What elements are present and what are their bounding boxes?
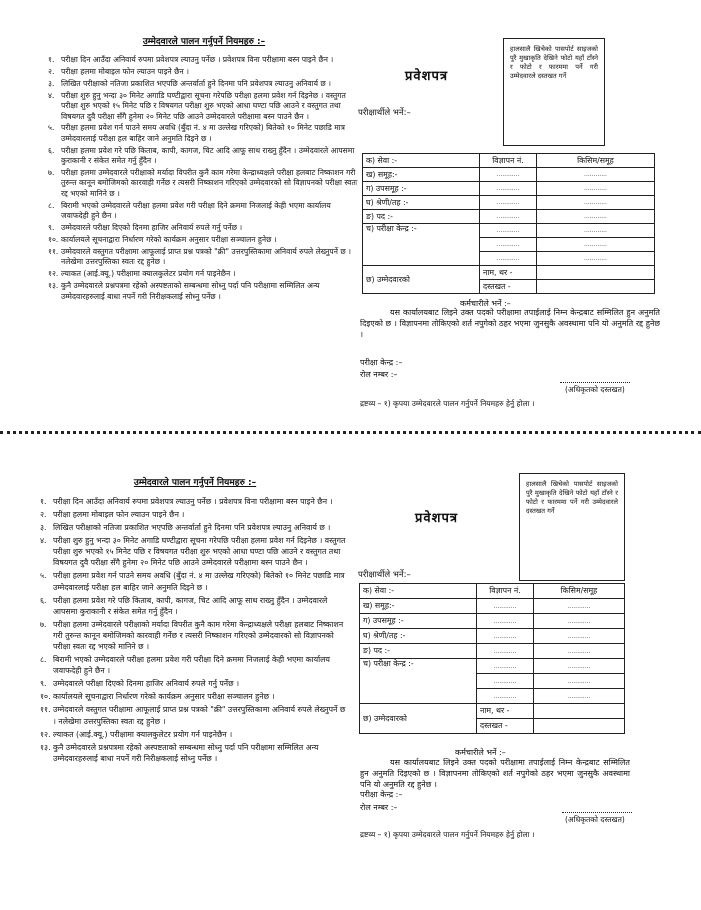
officer-signature-label: (अधिकृतको दस्तखत)	[565, 815, 625, 824]
rule-number: ६.	[40, 595, 47, 605]
roll-no-label: रोल नम्बर :–	[360, 370, 398, 379]
rule-text: उम्मेदवारले वस्तुगत परीक्षामा आफूलाई प्राप्त प्रश्न पत्रको "क्री" उत्तरपुस्तिकामा अनिवार्य रुपले लेख्नुपर्ने छ । नलेखेमा उत्तरपुस्तिका स्वतः रद्द हुनेछ ।	[61, 246, 351, 267]
rule-text: परीक्षा शुरु हुनु भन्दा ३० मिनेट अगाडि घण्टीद्वारा सूचना गरेपछि परीक्षा हलमा प्रवेश गर्न दिइनेछ । वस्तुगत परीक्षा शुरु भएको १५ मिनेट पछि र विषयगत परीक्षा शुरु भएको आधा घण्टा पछि आउने र वस्तुगत तथा विषयगत दुवै परीक्षा सँगै हुनेमा २० मिनेट पछि आउने उम्मेदवारले परीक्षामा बस्न पाउने छैन ।	[61, 90, 346, 121]
rule-text: परीक्षा हलमा मोबाइल फोन ल्याउन पाइने छैन ।	[61, 66, 189, 76]
field-dots[interactable]: ............	[477, 599, 534, 614]
rule-text: परीक्षा हलमा उम्मेदवारले परीक्षाको मर्यादा विपरीत कुनै काम गरेमा केन्द्राध्यक्षले परीक्षा हलबाट निष्काशन गरी तुरुन्त कानून बमोजिमको कारवाही गर्नेछ र त्यसरी निष्काशन गरिएको उम्मेदवारको सो विज्ञापनको परीक्षा स्वतः रद्द भएको मानिने छ ।	[53, 619, 344, 652]
rule-text: परीक्षा शुरु हुनु भन्दा ३० मिनेट अगाडि घण्टीद्वारा सूचना गरेपछि परीक्षा हलमा प्रवेश गर्न दिइनेछ । वस्तुगत परीक्षा शुरु भएको १५ मिनेट पछि र विषयगत परीक्षा शुरु भएको आधा घण्टा पछि आउने र वस्तुगत तथा विषयगत दुवै परीक्षा सँगै हुनेमा २० मिनेट पछि आउने उम्मेदवारले परीक्षामा बस्न पाउने छैन ।	[53, 536, 346, 568]
field-dots[interactable]: ............	[537, 210, 655, 224]
rule-item	[40, 619, 350, 653]
name-label: नाम, थर -	[480, 266, 537, 280]
candidate-label: छ) उम्मेदवारको	[363, 266, 480, 294]
rule-item	[40, 535, 350, 569]
name-label: नाम, थर -	[477, 704, 534, 719]
rules-title: उम्मेदवारले पालन गर्नुपर्ने नियमहरु :–	[142, 37, 266, 47]
seba-label: क) सेवा :-	[360, 584, 477, 599]
kendra-label: च) परीक्षा केन्द्र :-	[360, 659, 477, 704]
field-dots[interactable]: ............	[477, 614, 534, 629]
rule-item	[40, 691, 350, 702]
rule-text: परीक्षा हलमा प्रवेश गर्न पाउने समय अवधि (बुँदा नं. ४ मा उल्लेख गरिएको) बितेको १० मिनेट पछाडि मात्र उम्मेदवारलाई परीक्षा हल बाहिर जाने अनुमति दिइने छ ।	[61, 123, 345, 143]
cut-line	[0, 431, 701, 434]
rule-item	[48, 269, 360, 279]
vigyapan-header: विज्ञापन नं.	[477, 584, 534, 599]
rule-number: ५.	[40, 571, 47, 581]
rule-item	[48, 123, 360, 144]
rule-text: कुनै उम्मेदवारले प्रश्नपत्रमा रहेको अस्पष्टताको सम्बन्धमा सोध्नु पर्दा पनि परीक्षामा सम्मिलित अन्य उम्मेदवारहरुलाई बाधा नपर्ने गरी निरीक्षकलाई सोध्नु पर्नेछ ।	[61, 281, 320, 301]
staff-label: कर्मचारीले भर्ने :–	[460, 299, 511, 308]
roll-no-label: रोल नम्बर :–	[360, 803, 398, 812]
signature-input[interactable]	[537, 280, 655, 294]
rule-item	[48, 223, 360, 233]
field-dots[interactable]: ............	[534, 629, 625, 644]
officer-sign-line	[560, 382, 630, 383]
rule-text: परीक्षा दिन आउँदा अनिवार्य रुपमा प्रवेशपत्र ल्याउनु पर्नेछ । प्रवेशपत्र विना परीक्षामा बस्न पाइने छैन ।	[61, 55, 334, 64]
field-dots[interactable]: ............	[477, 674, 534, 689]
rule-text: परीक्षा दिन आउँदा अनिवार्य रुपमा प्रवेशपत्र ल्याउनु पर्नेछ । प्रवेशपत्र विना परीक्षामा बस्न पाइने छैन ।	[53, 497, 333, 506]
note-text: द्रष्टव्य – १) कृपया उम्मेदवारले पालन गर्नुपर्ने नियमहरु हेर्नु होला ।	[360, 399, 535, 408]
rule-number: २.	[40, 510, 47, 519]
rule-text: परीक्षा हलमा प्रवेश गरे पछि किताब, कापी, कागज, चिट आदि आफू साथ राख्नु हुँदैन । उम्मेदवारले आपसमा कुराकानी र संकेत समेत गर्नु हुँदैन ।	[53, 595, 328, 616]
rule-number: ३.	[48, 78, 55, 88]
field-dots[interactable]: ............	[537, 182, 655, 196]
rule-text: बिरामी भएको उम्मेदवारले परीक्षा हलमा प्रवेश गरी परीक्षा दिने क्रममा निजलाई केही भएमा कार्यालय जवाफदेही हुने छैन ।	[53, 655, 330, 676]
rule-text: परीक्षा हलमा प्रवेश गरे पछि किताब, कापी, कागज, चिट आदि आफू साथ राख्नु हुँदैन । उम्मेदवारले आपसमा कुराकानी र संकेत समेत गर्नु हुँदैन ।	[61, 145, 355, 166]
rule-item	[48, 201, 360, 222]
rule-number: ६.	[48, 145, 55, 155]
rule-item	[40, 496, 350, 507]
field-dots[interactable]: ............	[480, 210, 537, 224]
field-dots[interactable]: ............	[537, 238, 655, 252]
rule-text: कुनै उम्मेदवारले प्रश्नपत्रमा रहेको अस्पष्टताको सम्बन्धमा सोध्नु पर्दा पनि परीक्षामा सम्मिलित अन्य उम्मेदवारहरुलाई बाधा नपर्ने गरी निरीक्षकलाई सोध्नु पर्नेछ ।	[53, 742, 319, 763]
exam-center-label: परीक्षा केन्द्र :–	[360, 358, 403, 367]
rule-text: ल्याकत (आई.क्यू.) परीक्षामा क्यालकुलेटर प्रयोग गर्न पाइनेछैन ।	[53, 729, 233, 739]
field-dots[interactable]: ............	[537, 168, 655, 182]
field-dots[interactable]: ............	[537, 196, 655, 210]
rule-item	[48, 281, 360, 302]
rule-item	[40, 509, 350, 520]
admit-card-copy-2	[0, 453, 701, 910]
photo-box: हालसालै खिचेको पासपोर्ट साइजको पुरै मुखाकृति देखिने फोटो यहाँ टाँस्ने र फोटो र फारममा पर्ने गरी उम्मेदवारले दस्तखत गर्ने	[519, 473, 625, 581]
rule-number: १२.	[48, 269, 59, 279]
rule-number: ९.	[40, 679, 47, 689]
samuha-label: ख) समूह:-	[360, 599, 477, 614]
rule-text: ल्याकत (आई.क्यू.) परीक्षामा क्यालकुलेटर प्रयोग गर्न पाइनेछैन ।	[61, 269, 236, 279]
field-dots[interactable]: ............	[480, 224, 537, 238]
staff-paragraph: यस कार्यालयबाट लिइने उक्त पदको परीक्षामा तपाईलाई निम्न केन्द्रबाट सम्मिलित हुन अनुमति दिइएको छ । विज्ञापनमा तोकिएको शर्त नपुगेको ठहर भएमा जुनसुकै अवस्थामा पनि यो अनुमति रद्द हुनेछ ।	[360, 308, 660, 339]
rule-item	[40, 742, 350, 764]
name-input[interactable]	[534, 704, 625, 719]
rule-text: कार्यालयले सूचनाद्वारा निर्धारण गरेको कार्यक्रम अनुसार परीक्षा सञ्चालन हुनेछ ।	[53, 692, 275, 702]
samuha-label: ख) समूह:-	[363, 168, 480, 182]
field-dots[interactable]: ............	[477, 689, 534, 704]
officer-signature-label: (अधिकृतको दस्तखत)	[565, 385, 625, 394]
rule-number: १३.	[40, 742, 51, 752]
rule-item	[48, 168, 360, 199]
field-dots[interactable]: ............	[480, 196, 537, 210]
field-dots[interactable]: ............	[480, 182, 537, 196]
field-dots[interactable]: ............	[477, 659, 534, 674]
field-dots[interactable]: ............	[534, 674, 625, 689]
applicant-form	[362, 153, 655, 294]
admit-card-copy-1	[0, 0, 701, 425]
rule-item	[40, 654, 350, 676]
admit-card-title: प्रवेशपत्र	[415, 511, 459, 526]
kisim-header: किसिम/समूह	[537, 154, 655, 168]
signature-label: दस्तखत -	[477, 719, 534, 734]
field-dots[interactable]: ............	[480, 238, 537, 252]
field-dots[interactable]: ............	[537, 224, 655, 238]
note-text: द्रष्टव्य – १) कृपया उम्मेदवारले पालन गर्नुपर्ने नियमहरु हेर्नु होला ।	[360, 830, 535, 839]
rule-number: ८.	[48, 200, 55, 210]
rule-number: ४.	[40, 536, 47, 545]
rule-item	[48, 146, 360, 167]
pad-label: ङ) पद :-	[360, 644, 477, 659]
rule-number: ७.	[48, 168, 55, 178]
seba-label: क) सेवा :-	[363, 154, 480, 168]
rule-item	[40, 570, 350, 592]
rule-text: परीक्षा हलमा उम्मेदवारले परीक्षाको मर्यादा विपरीत कुनै काम गरेमा केन्द्राध्यक्षले परीक्षा हलबाट निष्काशन गरी तुरुन्त कानून बमोजिमको कारवाही गर्नेछ र त्यसरी निष्काशन गरिएको उम्मेदवारको सो विज्ञापनको परीक्षा स्वतः रद्द भएको मानिने छ ।	[61, 168, 358, 198]
shreni-label: घ) श्रेणी/तह :-	[360, 629, 477, 644]
signature-label: दस्तखत -	[480, 280, 537, 294]
rule-item	[40, 704, 350, 726]
examinee-label: परीक्षार्थीले भर्ने:–	[358, 108, 411, 118]
rule-number: २.	[48, 66, 55, 76]
rule-text: लिखित परीक्षाको नतिजा प्रकाशित भएपछि अन्तर्वार्ता हुने दिनमा पनि प्रवेशपत्र ल्याउनु अनिवार्य छ ।	[61, 78, 332, 88]
staff-label: कर्मचारीले भर्ने :–	[455, 748, 506, 757]
staff-paragraph: यस कार्यालयबाट लिइने उक्त पदको परीक्षामा तपाईलाई निम्न केन्द्रबाट सम्मिलित हुन अनुमति दिइएको छ । विज्ञापनमा तोकिएको शर्त नपुगेको ठहर भएमा जुनसुकै अवस्थामा पनि यो अनुमति रद्द हुनेछ ।	[360, 758, 630, 789]
pad-label: ङ) पद :-	[363, 210, 480, 224]
exam-center-label: परीक्षा केन्द्र :–	[360, 790, 403, 799]
admit-card-title: प्रवेशपत्र	[405, 69, 449, 84]
field-dots[interactable]: ............	[480, 252, 537, 266]
examinee-label: परीक्षार्थीले भर्ने:–	[358, 570, 411, 580]
rule-number: १.	[48, 55, 55, 64]
rule-text: उम्मेदवारले परीक्षा दिएको दिनमा हाजिर अनिवार्य रुपले गर्नु पर्नेछ ।	[61, 223, 243, 233]
rule-text: परीक्षा हलमा प्रवेश गर्न पाउने समय अवधि (बुँदा नं. ४ मा उल्लेख गरिएको) बितेको १० मिनेट पछाडि मात्र उम्मेदवारलाई परीक्षा हल बाहिर जाने अनुमति दिइने छ ।	[53, 571, 345, 592]
shreni-label: घ) श्रेणी/तह :-	[363, 196, 480, 210]
rule-number: १३.	[48, 281, 59, 291]
rule-text: बिरामी भएको उम्मेदवारले परीक्षा हलमा प्रवेश गरी परीक्षा दिने क्रममा निजलाई केही भएमा कार्यालय जवाफदेही हुने छैन ।	[61, 200, 331, 221]
rule-text: परीक्षा हलमा मोबाइल फोन ल्याउन पाइने छैन ।	[53, 510, 185, 519]
field-dots[interactable]: ............	[534, 659, 625, 674]
upasamuha-label: ग) उपसमूह :-	[360, 614, 477, 629]
field-dots[interactable]: ............	[537, 252, 655, 266]
rule-item	[48, 55, 360, 65]
rule-item	[48, 247, 360, 268]
upasamuha-label: ग) उपसमूह :-	[363, 182, 480, 196]
field-dots[interactable]: ............	[480, 168, 537, 182]
rules-list	[48, 55, 360, 302]
rule-text: लिखित परीक्षाको नतिजा प्रकाशित भएपछि अन्तर्वार्ता हुने दिनमा पनि प्रवेशपत्र ल्याउनु अनिवार्य छ ।	[53, 523, 331, 532]
rule-number: ८.	[40, 655, 47, 665]
signature-input[interactable]	[534, 719, 625, 734]
rules-section	[40, 475, 350, 766]
rule-number: १०.	[48, 235, 59, 244]
rule-item	[40, 729, 350, 740]
field-dots[interactable]: ............	[534, 689, 625, 704]
rule-text: उम्मेदवारले परीक्षा दिएको दिनमा हाजिर अनिवार्य रुपले गर्नु पर्नेछ ।	[53, 679, 240, 689]
rule-item	[48, 79, 360, 89]
name-input[interactable]	[537, 266, 655, 280]
candidate-label: छ) उम्मेदवारको	[360, 704, 477, 734]
rule-number: ११.	[40, 705, 51, 715]
rule-number: ९.	[48, 223, 55, 233]
kisim-header: किसिम/समूह	[534, 584, 625, 599]
rule-item	[48, 235, 360, 245]
rule-number: ७.	[40, 619, 47, 629]
applicant-form	[359, 583, 625, 734]
rule-text: उम्मेदवारले वस्तुगत परीक्षामा आफूलाई प्राप्त प्रश्न पत्रको "क्री" उत्तरपुस्तिकामा अनिवार्य रुपले लेख्नुपर्ने छ । नलेखेमा उत्तरपुस्तिका स्वतः रद्द हुनेछ ।	[53, 705, 346, 726]
rule-text: कार्यालयले सूचनाद्वारा निर्धारण गरेको कार्यक्रम अनुसार परीक्षा सञ्चालन हुनेछ ।	[61, 235, 277, 244]
photo-box: हालसालै खिचेको पासपोर्ट साइजको पुरै मुखाकृति देखिने फोटो यहाँ टाँस्ने र फोटो र फारममा पर्ने गरी उम्मेदवारले दस्तखत गर्ने	[503, 38, 605, 146]
rule-item	[40, 595, 350, 617]
rule-item	[40, 678, 350, 689]
rule-item	[48, 91, 360, 122]
rule-number: १०.	[40, 692, 51, 702]
rules-list	[40, 496, 350, 764]
rule-number: ५.	[48, 123, 55, 133]
officer-sign-line	[562, 812, 632, 813]
field-dots[interactable]: ............	[534, 599, 625, 614]
field-dots[interactable]: ............	[534, 644, 625, 659]
rule-number: ११.	[48, 246, 59, 256]
rule-number: १२.	[40, 729, 51, 739]
rule-number: १.	[40, 497, 47, 506]
vigyapan-header: विज्ञापन नं.	[480, 154, 537, 168]
field-dots[interactable]: ............	[534, 614, 625, 629]
rule-number: ४.	[48, 90, 55, 100]
field-dots[interactable]: ............	[477, 629, 534, 644]
rules-title: उम्मेदवारले पालन गर्नुपर्ने नियमहरु :–	[133, 478, 257, 488]
field-dots[interactable]: ............	[477, 644, 534, 659]
rule-number: ३.	[40, 523, 47, 532]
rule-item	[40, 522, 350, 533]
rules-section	[48, 34, 360, 303]
rule-item	[48, 67, 360, 77]
kendra-label: च) परीक्षा केन्द्र :-	[363, 224, 480, 266]
